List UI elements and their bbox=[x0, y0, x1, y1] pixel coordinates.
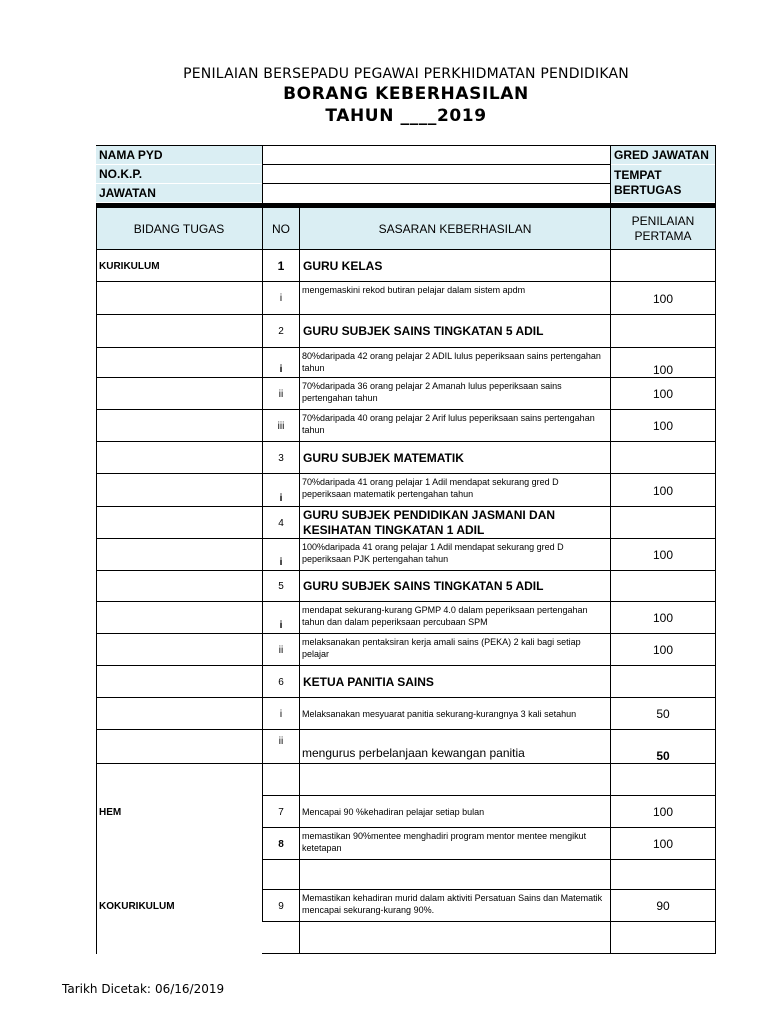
print-date-label: Tarikh Dicetak: bbox=[62, 982, 151, 996]
grid-line bbox=[262, 795, 716, 796]
grid-line bbox=[96, 208, 97, 250]
grid-line bbox=[262, 538, 716, 539]
grid-line bbox=[96, 665, 262, 666]
jawatan-label: JAWATAN bbox=[96, 184, 262, 202]
grid-line bbox=[96, 250, 97, 954]
grid-line bbox=[262, 441, 716, 442]
row-score[interactable]: 100 bbox=[652, 837, 674, 851]
nama-pyd-field[interactable] bbox=[263, 146, 610, 164]
row-score[interactable] bbox=[611, 666, 715, 698]
col-bidang-tugas: BIDANG TUGAS bbox=[96, 208, 262, 250]
grid-line bbox=[96, 763, 262, 764]
grid-line bbox=[262, 921, 716, 922]
row-bidang-tugas bbox=[96, 634, 262, 666]
row-task-title: GURU SUBJEK PENDIDIKAN JASMANI DAN KESIHATAN TINGKATAN 1 ADIL bbox=[303, 508, 556, 537]
row-number: 1 bbox=[277, 259, 285, 273]
grid-line bbox=[262, 145, 263, 203]
grid-line bbox=[262, 347, 716, 348]
no-kp-field[interactable] bbox=[263, 165, 610, 183]
row-target-text: mengemaskini rekod butiran pelajar dalam sistem apdm bbox=[302, 285, 526, 295]
grid-line bbox=[262, 208, 263, 922]
row-bidang-tugas bbox=[96, 698, 262, 730]
row-target-text: 70%daripada 36 orang pelajar 2 Amanah lulus peperiksaan sains pertengahan tahun bbox=[302, 381, 562, 403]
grid-line bbox=[262, 506, 716, 507]
grid-line bbox=[262, 763, 716, 764]
grid-line bbox=[715, 145, 716, 203]
row-score[interactable]: 100 bbox=[652, 805, 674, 819]
row-score[interactable]: 100 bbox=[652, 363, 674, 377]
row-task-title: GURU SUBJEK SAINS TINGKATAN 5 ADIL bbox=[303, 324, 544, 338]
form-subtitle: PENILAIAN BERSEPADU PEGAWAI PERKHIDMATAN PENDIDIKAN bbox=[183, 66, 629, 82]
grid-line bbox=[96, 281, 262, 282]
grid-line bbox=[262, 570, 716, 571]
row-bidang-tugas bbox=[96, 315, 262, 348]
row-number: 9 bbox=[278, 900, 284, 912]
row-score[interactable]: 100 bbox=[652, 291, 674, 306]
grid-line bbox=[262, 697, 716, 698]
grid-line bbox=[262, 314, 716, 315]
grid-line bbox=[262, 601, 716, 602]
no-kp-label: NO.K.P. bbox=[96, 165, 262, 183]
row-score[interactable]: 100 bbox=[652, 483, 674, 498]
grid-line bbox=[96, 473, 262, 474]
row-number: 3 bbox=[278, 452, 284, 464]
grid-line bbox=[299, 208, 300, 954]
grid-line bbox=[96, 249, 716, 250]
row-number: 7 bbox=[278, 806, 284, 818]
row-score[interactable] bbox=[611, 922, 715, 954]
row-score[interactable]: 50 bbox=[656, 707, 670, 721]
row-score[interactable] bbox=[611, 764, 715, 796]
row-number: ii bbox=[278, 736, 284, 747]
grid-line bbox=[96, 347, 262, 348]
row-bidang-tugas bbox=[96, 410, 262, 442]
row-task-title: GURU SUBJEK SAINS TINGKATAN 5 ADIL bbox=[303, 579, 544, 593]
row-number bbox=[263, 860, 299, 890]
row-bidang-tugas bbox=[96, 730, 262, 764]
row-bidang-tugas: HEM bbox=[99, 806, 122, 818]
row-score[interactable]: 100 bbox=[652, 611, 674, 625]
row-bidang-tugas bbox=[96, 442, 262, 474]
row-number: iii bbox=[277, 420, 285, 432]
row-bidang-tugas bbox=[96, 348, 262, 378]
grid-line bbox=[262, 633, 716, 634]
col-sasaran: SASARAN KEBERHASILAN bbox=[300, 208, 610, 250]
grid-line bbox=[262, 665, 716, 666]
col-no: NO bbox=[263, 208, 299, 250]
grid-line bbox=[715, 208, 716, 954]
row-number: 2 bbox=[278, 326, 284, 337]
row-target-text: 70%daripada 41 orang pelajar 1 Adil mendapat sekurang gred D peperiksaan matematik pertengahan tahun bbox=[302, 477, 559, 499]
row-task-title: GURU KELAS bbox=[303, 258, 383, 273]
row-bidang-tugas bbox=[96, 922, 262, 954]
form-title: BORANG KEBERHASILAN bbox=[283, 84, 529, 104]
grid-line bbox=[263, 183, 610, 184]
row-task-title: KETUA PANITIA SAINS bbox=[303, 674, 434, 689]
row-score[interactable]: 100 bbox=[652, 548, 674, 562]
row-number: i bbox=[279, 557, 283, 568]
row-number: i bbox=[279, 708, 283, 720]
row-target-text: memastikan 90%mentee menghadiri program mentor mentee mengikut ketetapan bbox=[302, 831, 587, 853]
row-bidang-tugas bbox=[96, 828, 262, 860]
grid-line bbox=[96, 570, 262, 571]
row-score[interactable]: 50 bbox=[656, 749, 670, 763]
print-date bbox=[62, 982, 228, 996]
row-target-text: mendapat sekurang-kurang GPMP 4.0 dalam peperiksaan pertengahan tahun dan dalam peperiksaan percubaan SPM bbox=[302, 605, 588, 627]
grid-line bbox=[263, 164, 610, 165]
row-bidang-tugas bbox=[96, 860, 262, 890]
grid-line bbox=[262, 729, 716, 730]
col-penilaian-pertama: PENILAIAN PERTAMA bbox=[611, 208, 715, 250]
row-target-text: Mencapai 90 %kehadiran pelajar setiap bulan bbox=[302, 807, 485, 817]
row-score[interactable] bbox=[611, 860, 715, 890]
row-bidang-tugas bbox=[96, 474, 262, 507]
form-year: TAHUN ____2019 bbox=[325, 106, 487, 126]
row-target-text bbox=[300, 764, 610, 796]
row-score[interactable]: 100 bbox=[652, 643, 674, 657]
row-target-text: melaksanakan pentaksiran kerja amali sains (PEKA) 2 kali bagi setiap pelajar bbox=[302, 637, 581, 659]
gred-jawatan-label: GRED JAWATAN bbox=[611, 146, 715, 164]
row-target-text: 70%daripada 40 orang pelajar 2 Arif lulus peperiksaan sains pertengahan tahun bbox=[302, 413, 595, 435]
row-bidang-tugas bbox=[96, 539, 262, 571]
row-bidang-tugas bbox=[96, 666, 262, 698]
grid-line bbox=[262, 859, 716, 860]
grid-line bbox=[96, 441, 262, 442]
grid-line bbox=[262, 409, 716, 410]
row-bidang-tugas: KOKURIKULUM bbox=[99, 900, 175, 912]
grid-line bbox=[96, 377, 262, 378]
grid-line bbox=[96, 729, 262, 730]
row-target-text: Melaksanakan mesyuarat panitia sekurang-kurangnya 3 kali setahun bbox=[302, 709, 577, 719]
grid-line bbox=[96, 506, 262, 507]
jawatan-field[interactable] bbox=[263, 184, 610, 202]
row-number: i bbox=[279, 493, 283, 504]
grid-line bbox=[610, 145, 611, 203]
row-number: i bbox=[279, 620, 283, 631]
grid-line bbox=[96, 145, 716, 146]
row-target-text: Memastikan kehadiran murid dalam aktiviti Persatuan Sains dan Matematik mencapai sekurang-kurang 90%. bbox=[302, 893, 603, 915]
row-number bbox=[263, 922, 299, 954]
nama-pyd-label: NAMA PYD bbox=[96, 146, 262, 164]
row-score[interactable]: 100 bbox=[652, 387, 674, 401]
row-score[interactable] bbox=[611, 315, 715, 348]
row-bidang-tugas bbox=[96, 282, 262, 315]
grid-line bbox=[262, 827, 716, 828]
grid-line bbox=[96, 633, 262, 634]
grid-line bbox=[262, 953, 716, 954]
row-bidang-tugas bbox=[96, 764, 262, 796]
row-number: i bbox=[279, 293, 283, 304]
row-number: 5 bbox=[278, 581, 284, 592]
row-number: i bbox=[279, 364, 283, 375]
row-target-text: mengurus perbelanjaan kewangan panitia bbox=[302, 746, 525, 760]
row-number: ii bbox=[278, 644, 284, 656]
row-target-text bbox=[300, 922, 610, 954]
grid-line bbox=[262, 889, 716, 890]
row-score[interactable]: 90 bbox=[656, 899, 670, 913]
row-score[interactable] bbox=[611, 250, 715, 282]
grid-line bbox=[96, 538, 262, 539]
grid-line bbox=[262, 377, 716, 378]
row-bidang-tugas bbox=[96, 378, 262, 410]
row-target-text: 100%daripada 41 orang pelajar 1 Adil mendapat sekurang gred D peperiksaan PJK pertengahan tahun bbox=[302, 542, 564, 564]
row-score[interactable]: 100 bbox=[652, 419, 674, 433]
row-number: ii bbox=[278, 388, 284, 400]
row-target-text bbox=[300, 860, 610, 890]
row-score[interactable] bbox=[611, 507, 715, 539]
row-number: 4 bbox=[278, 517, 284, 529]
row-target-text: 80%daripada 42 orang pelajar 2 ADIL lulus peperiksaan sains pertengahan tahun bbox=[302, 351, 601, 373]
row-score[interactable] bbox=[611, 442, 715, 474]
grid-line bbox=[262, 281, 716, 282]
grid-line bbox=[262, 473, 716, 474]
row-task-title: GURU SUBJEK MATEMATIK bbox=[303, 450, 464, 465]
grid-line bbox=[96, 697, 262, 698]
tempat-bertugas-label: TEMPAT BERTUGAS bbox=[611, 165, 715, 202]
grid-line bbox=[610, 208, 611, 954]
grid-line bbox=[96, 409, 262, 410]
row-bidang-tugas bbox=[96, 507, 262, 539]
row-bidang-tugas: KURIKULUM bbox=[99, 260, 160, 272]
row-bidang-tugas bbox=[96, 602, 262, 634]
grid-line bbox=[96, 601, 262, 602]
row-score[interactable] bbox=[611, 571, 715, 602]
row-number: 6 bbox=[278, 676, 284, 688]
row-bidang-tugas bbox=[96, 571, 262, 602]
grid-line bbox=[96, 314, 262, 315]
print-date-value: 06/16/2019 bbox=[154, 982, 225, 996]
row-number bbox=[263, 764, 299, 796]
row-number: 8 bbox=[278, 838, 284, 850]
